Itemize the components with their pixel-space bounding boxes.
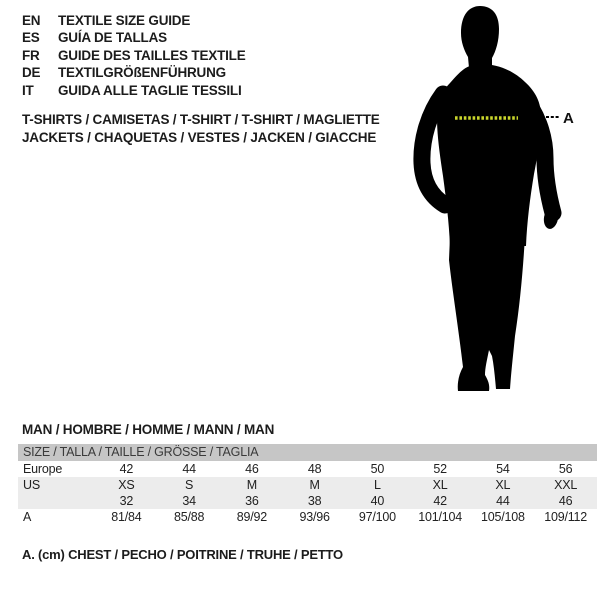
row-label — [18, 493, 95, 509]
table-cell: 93/96 — [299, 510, 330, 524]
language-code: EN — [22, 13, 41, 28]
category-line-tshirts: T-SHIRTS / CAMISETAS / T-SHIRT / T-SHIRT / MAGLIETTE — [22, 112, 380, 127]
table-cell: 36 — [245, 494, 259, 508]
measure-footnote: A. (cm) CHEST / PECHO / POITRINE / TRUHE / PETTO — [22, 547, 343, 562]
table-cell: 105/108 — [480, 510, 525, 524]
row-label: US — [23, 478, 40, 492]
table-cell: 44 — [496, 494, 510, 508]
table-cell: 32 — [119, 494, 134, 508]
silhouette-head — [461, 6, 499, 68]
measure-label-a: A — [563, 110, 574, 127]
language-code: FR — [22, 47, 40, 63]
table-cell: 89/92 — [236, 510, 268, 524]
table-cell: 52 — [433, 462, 447, 476]
table-cell: 50 — [370, 462, 385, 476]
table-row-us-letters — [18, 477, 597, 493]
table-cell: 42 — [433, 494, 447, 508]
table-cell: M — [246, 478, 257, 492]
table-cell: 48 — [307, 462, 322, 476]
table-cell: S — [185, 478, 194, 492]
silhouette-legs — [449, 236, 525, 391]
table-row-chest-cm — [18, 509, 597, 525]
table-cell: 109/112 — [544, 510, 588, 524]
table-cell: 85/88 — [173, 510, 205, 524]
language-title: TEXTILGRÖßENFÜHRUNG — [58, 65, 226, 81]
size-table — [18, 444, 597, 525]
table-row-europe — [18, 461, 597, 477]
table-cell: L — [373, 478, 381, 492]
language-code: DE — [22, 65, 41, 81]
row-label: Europe — [23, 462, 63, 476]
table-cell: M — [309, 478, 320, 492]
language-title: GUIDE DES TAILLES TEXTILE — [58, 47, 246, 63]
language-code: IT — [22, 82, 34, 98]
table-cell: 40 — [370, 494, 385, 508]
size-table-header: SIZE / TALLA / TAILLE / GRÖSSE / TAGLIA — [18, 444, 597, 461]
table-cell: XL — [495, 478, 511, 492]
table-row-us-numbers — [18, 493, 597, 509]
table-cell: 46 — [558, 494, 573, 508]
language-title: GUÍA DE TALLAS — [58, 30, 167, 46]
table-cell: 101/104 — [418, 510, 463, 524]
man-silhouette — [422, 6, 560, 391]
row-label: A — [23, 510, 32, 524]
table-cell: XXL — [554, 478, 578, 492]
table-cell: 81/84 — [111, 510, 142, 524]
language-code: ES — [22, 30, 40, 46]
table-cell: XS — [118, 478, 135, 492]
table-cell: 42 — [119, 462, 134, 476]
category-line-jackets: JACKETS / CHAQUETAS / VESTES / JACKEN / GIACCHE — [22, 129, 377, 145]
table-cell: 44 — [182, 462, 196, 476]
table-cell: XL — [432, 478, 448, 492]
language-title: TEXTILE SIZE GUIDE — [58, 13, 191, 28]
language-title: GUIDA ALLE TAGLIE TESSILI — [58, 82, 242, 98]
table-cell: 56 — [558, 462, 573, 476]
table-cell: 97/100 — [358, 510, 396, 524]
table-cell: 34 — [182, 494, 196, 508]
table-cell: 38 — [307, 494, 322, 508]
table-cell: 46 — [245, 462, 259, 476]
table-cell: 54 — [496, 462, 510, 476]
section-title-man: MAN / HOMBRE / HOMME / MANN / MAN — [22, 422, 275, 437]
